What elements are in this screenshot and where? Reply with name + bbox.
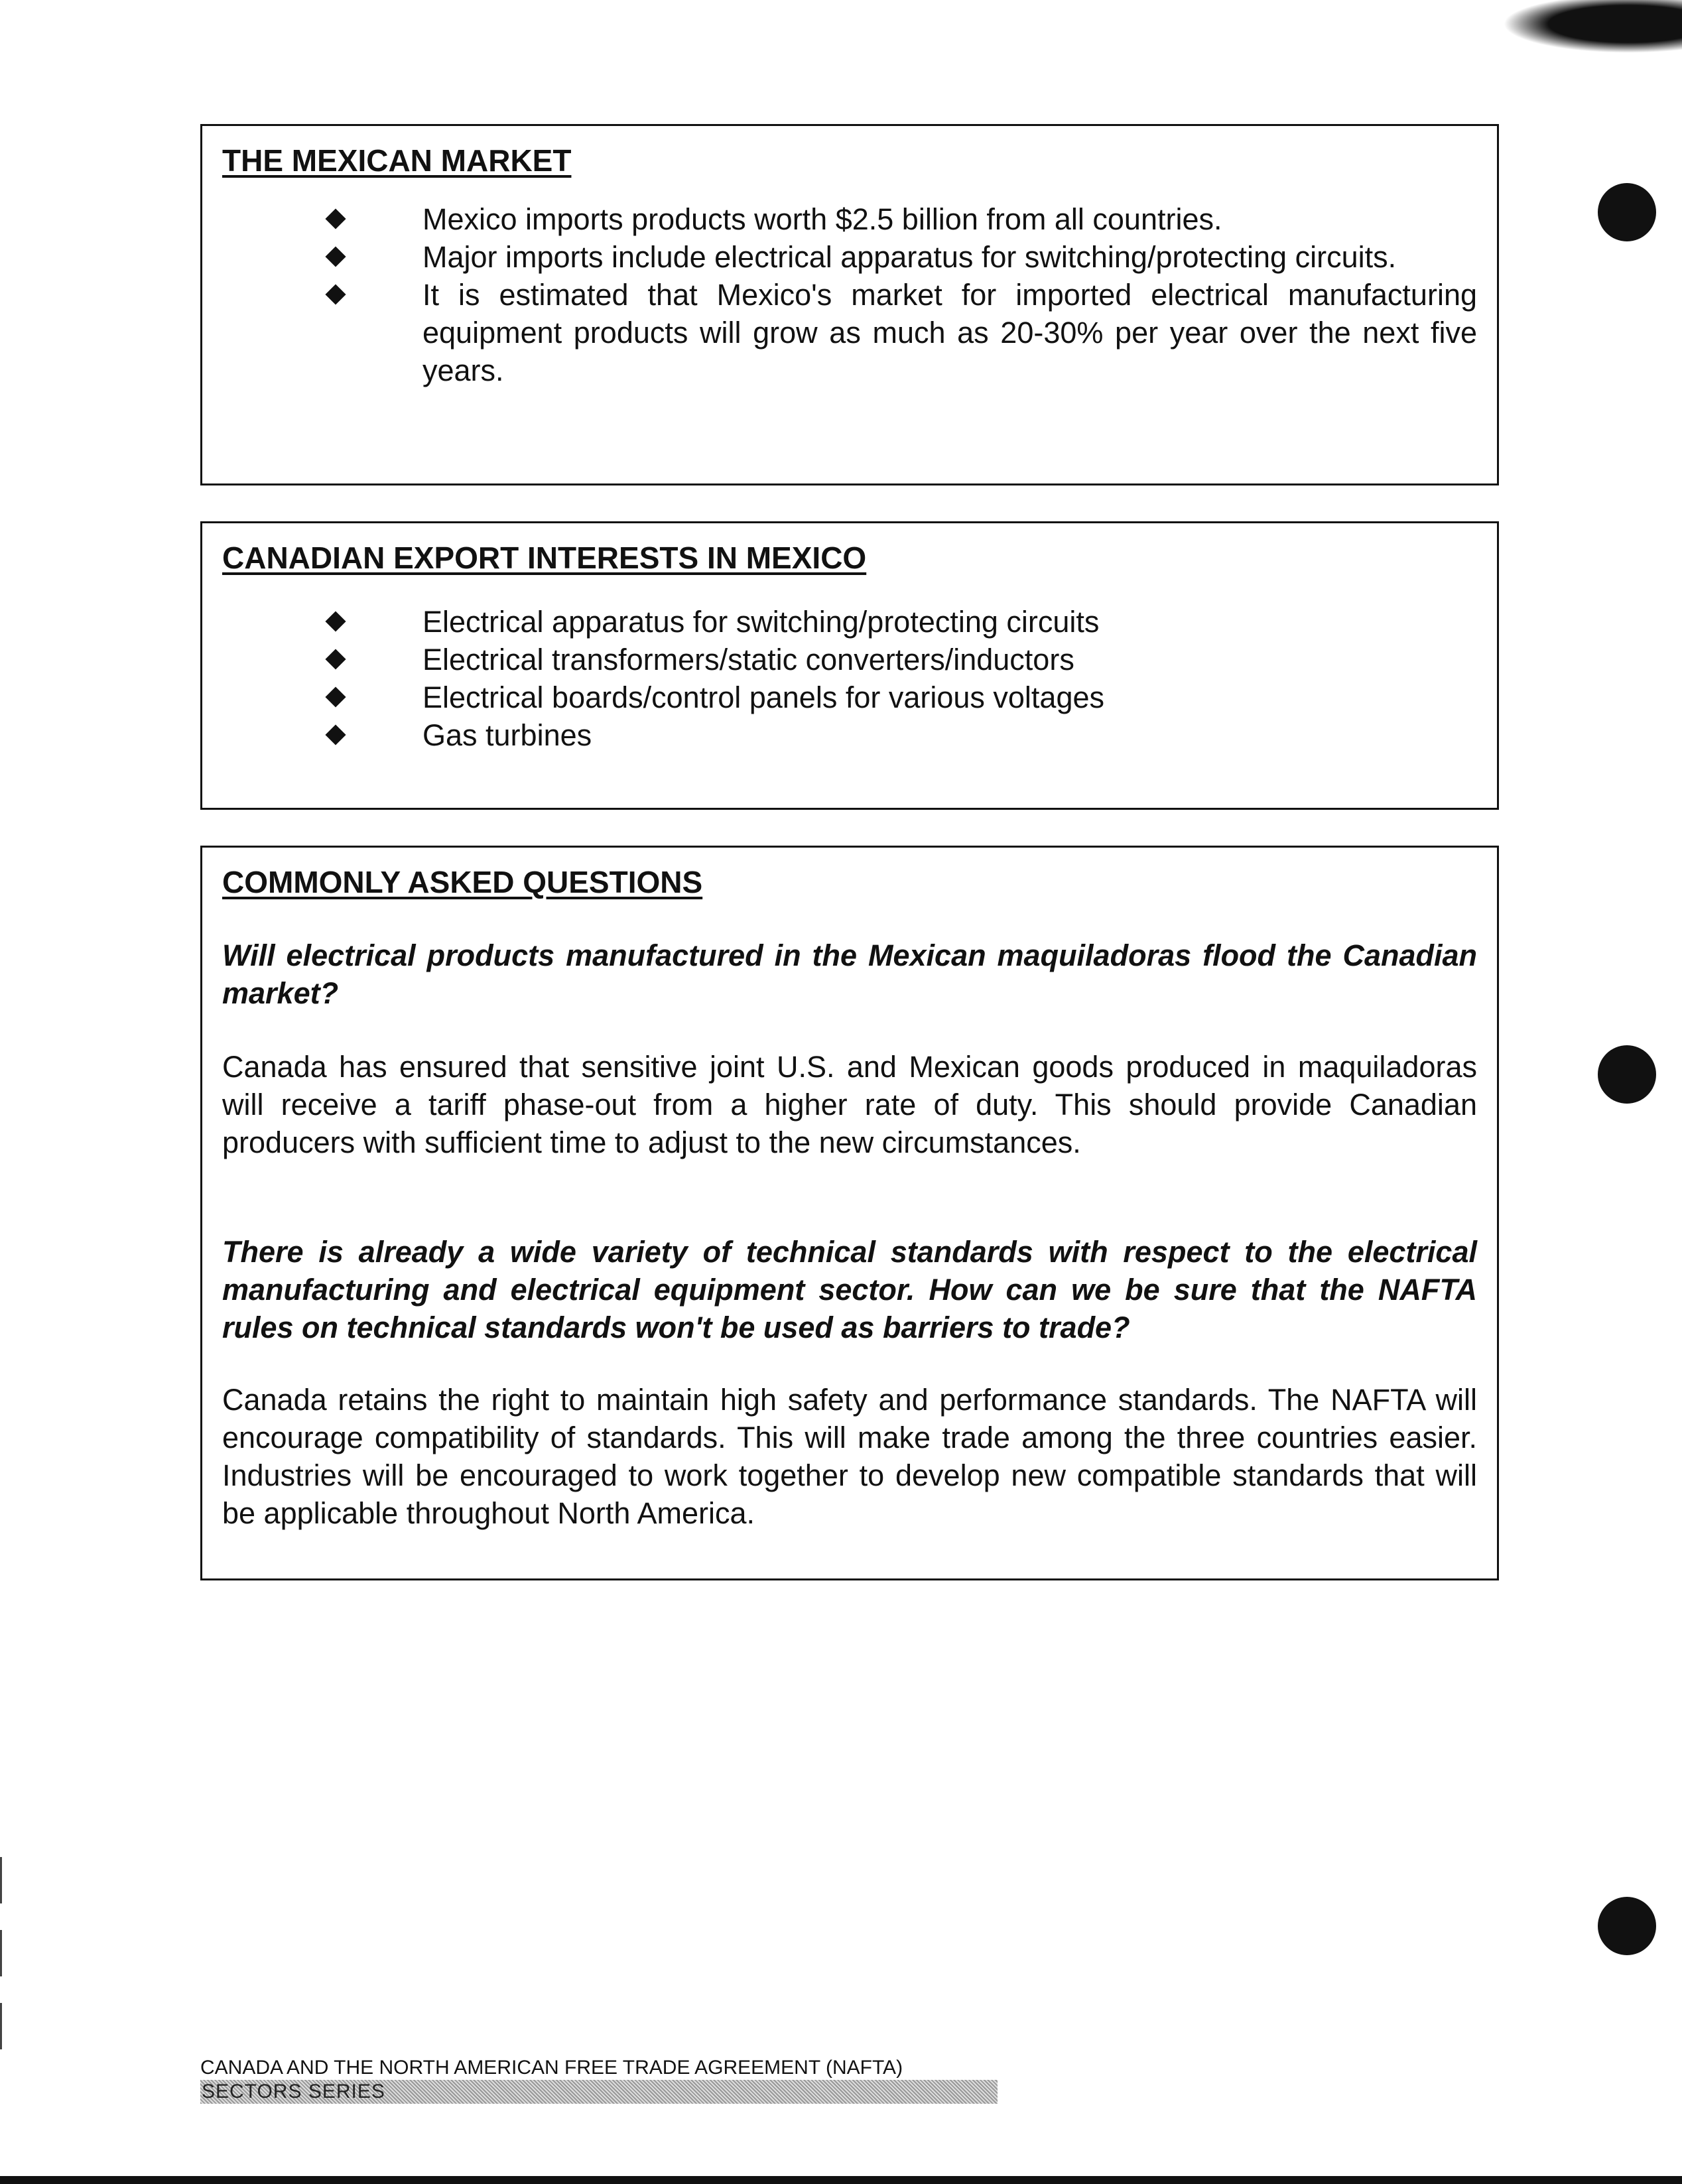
bullet-list — [222, 200, 1477, 389]
bullet-list — [222, 603, 1477, 754]
diamond-bullet-icon — [325, 649, 346, 669]
list-item: Electrical boards/control panels for various voltages — [222, 678, 1477, 716]
punch-hole — [1598, 1897, 1656, 1955]
corner-smudge — [1503, 0, 1682, 53]
section-title: THE MEXICAN MARKET — [222, 143, 572, 178]
diamond-bullet-icon — [325, 246, 346, 267]
diamond-bullet-icon — [325, 208, 346, 229]
bottom-edge-bar — [0, 2176, 1682, 2184]
list-item: It is estimated that Mexico's market for imported electrical manufacturing equipment products will grow as much as 20-30% per year over the next five years. — [222, 276, 1477, 389]
export-interests-box — [200, 521, 1499, 810]
diamond-bullet-icon — [325, 284, 346, 304]
margin-marks — [0, 1857, 2, 2076]
section-title: CANADIAN EXPORT INTERESTS IN MEXICO — [222, 541, 867, 575]
answer: Canada has ensured that sensitive joint U.S. and Mexican goods produced in maquiladoras will receive a tariff phase-out from a higher rate of duty. This should provide Canadian producers with sufficient time to adjust to the new circumstances. — [222, 1050, 1477, 1159]
punch-hole — [1598, 1045, 1656, 1104]
list-item: Electrical apparatus for switching/protecting circuits — [222, 603, 1477, 641]
section-title: COMMONLY ASKED QUESTIONS — [222, 865, 703, 899]
list-item: Electrical transformers/static converters/inductors — [222, 641, 1477, 678]
list-item: Major imports include electrical apparatus for switching/protecting circuits. — [222, 238, 1477, 276]
diamond-bullet-icon — [325, 724, 346, 745]
footer-series-label: SECTORS SERIES — [200, 2080, 998, 2104]
question: There is already a wide variety of technical standards with respect to the electrical manufacturing and electrical equipment sector. How can we be sure that the NAFTA rules on technical standards won't be used as barriers to trade? — [222, 1235, 1477, 1344]
commonly-asked-questions-box — [200, 846, 1499, 1580]
question: Will electrical products manufactured in the Mexican maquiladoras flood the Canadian market? — [222, 938, 1477, 1010]
footer-title: CANADA AND THE NORTH AMERICAN FREE TRADE AGREEMENT (NAFTA) — [200, 2057, 903, 2079]
list-item: Gas turbines — [222, 716, 1477, 754]
list-item: Mexico imports products worth $2.5 billion from all countries. — [222, 200, 1477, 238]
diamond-bullet-icon — [325, 611, 346, 631]
page-footer — [200, 2056, 998, 2104]
punch-hole — [1598, 183, 1656, 241]
diamond-bullet-icon — [325, 686, 346, 707]
answer: Canada retains the right to maintain high safety and performance standards. The NAFTA will encourage compatibility of standards. This will make trade among the three countries easier. Industries will be encouraged to work together to develop new compatible standards that will be applicable throughout North America. — [222, 1383, 1477, 1530]
mexican-market-box — [200, 124, 1499, 485]
